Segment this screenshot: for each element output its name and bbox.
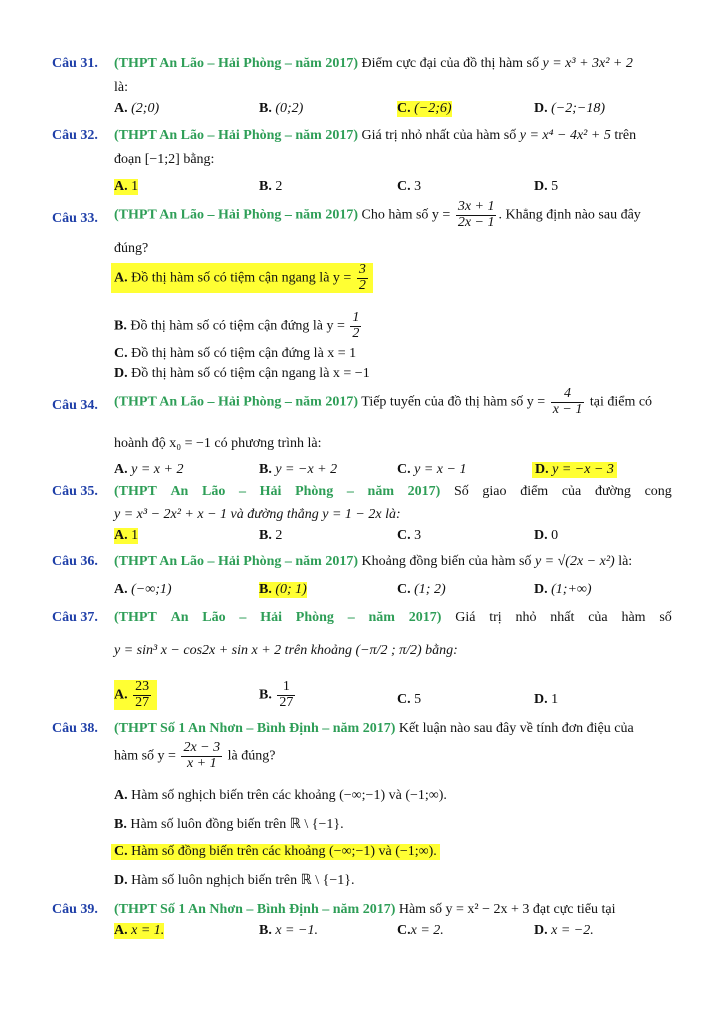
option-d[interactable]: D. 0 — [534, 528, 559, 543]
stem-tail: là: — [618, 554, 633, 569]
option-b[interactable]: B. $\frac{1}{27}$ — [259, 679, 294, 710]
question-number: Câu 35. — [52, 484, 98, 499]
option-b[interactable]: B. Đồ thị hàm số có tiệm cận đứng là y = $\frac{1}{2}$ — [114, 310, 360, 341]
option-c[interactable]: C. y = x − 1 — [397, 462, 467, 477]
question-source: (THPT Số 1 An Nhơn – Bình Định – năm 2017) — [114, 721, 396, 736]
question-number: Câu 31. — [52, 56, 98, 71]
option-a[interactable]: A. (−∞;1) — [114, 582, 172, 597]
stem-tail: . Khẳng định nào sau đây — [498, 207, 641, 223]
stem-expression: y = √(2x − x²) — [534, 554, 615, 569]
stem-continuation: y = sin³ x − cos2x + sin x + 2 trên khoảng (−π/2 ; π/2) bằng: — [114, 643, 458, 658]
question-source: (THPT Số 1 An Nhơn – Bình Định – năm 2017) — [114, 902, 396, 917]
stem-tail: tại điểm có — [589, 394, 653, 410]
stem-text: Hàm số y = x² − 2x + 3 đạt cực tiểu tại — [398, 902, 616, 917]
option-a-correct[interactable]: A. $\frac{23}{27}$ — [114, 680, 157, 710]
question-stem — [114, 721, 634, 737]
stem-fraction: $\frac{4}{x - 1}$ — [552, 386, 583, 417]
option-c[interactable]: C. Đồ thị hàm số có tiệm cận đứng là x = 1 — [114, 346, 357, 361]
question-number: Câu 37. — [52, 610, 98, 625]
stem-text: Tiếp tuyến của đồ thị hàm số y = — [361, 394, 546, 410]
question-stem — [114, 56, 633, 72]
option-c[interactable]: C. 3 — [397, 528, 422, 543]
option-b[interactable]: B. x = −1. — [259, 923, 318, 938]
option-d[interactable]: D. (1;+∞) — [534, 582, 592, 597]
option-d[interactable]: D. 1 — [534, 692, 559, 707]
question-source: (THPT An Lão – Hải Phòng – năm 2017) — [114, 128, 359, 143]
stem-continuation: hoành độ x₀ = −1 có phương trình là: — [114, 436, 322, 451]
option-c[interactable]: C. 3 — [397, 179, 422, 194]
option-c-correct[interactable]: C. (−2;6) — [397, 101, 452, 116]
option-a-correct[interactable]: A. 1 — [114, 179, 139, 194]
option-c[interactable]: C. (1; 2) — [397, 582, 446, 597]
option-b[interactable]: B. 2 — [259, 179, 283, 194]
option-a[interactable]: A. (2;0) — [114, 101, 160, 116]
question-number: Câu 39. — [52, 902, 98, 917]
stem-text: Kết luận nào sau đây về tính đơn điệu của — [398, 721, 634, 736]
question-stem — [114, 200, 641, 230]
option-d[interactable]: D. Hàm số luôn nghịch biến trên ℝ \ {−1}. — [114, 873, 355, 888]
question-stem: (THPT An Lão – Hải Phòng – năm 2017) Giá trị nhỏ nhất của hàm số — [114, 610, 672, 625]
stem-continuation: hàm số y = $\frac{2x - 3}{x + 1}$ là đúng? — [114, 740, 276, 771]
question-number: Câu 34. — [52, 398, 98, 413]
stem-expression: y = x³ + 3x² + 2 — [542, 56, 633, 71]
question-stem: (THPT An Lão – Hải Phòng – năm 2017) Số giao điểm của đường cong — [114, 484, 672, 499]
question-stem — [114, 128, 636, 144]
question-number: Câu 32. — [52, 128, 98, 143]
stem-continuation: đúng? — [114, 241, 149, 256]
stem-text: Điểm cực đại của đồ thị hàm số — [361, 56, 539, 71]
option-c[interactable]: C. 5 — [397, 692, 422, 707]
option-b[interactable]: B. (0;2) — [259, 101, 304, 116]
stem-fraction: $\frac{3x + 1}{2x - 1}$ — [457, 199, 495, 230]
option-b[interactable]: B. 2 — [259, 528, 283, 543]
question-source: (THPT An Lão – Hải Phòng – năm 2017) — [114, 207, 359, 223]
option-a-correct[interactable]: A. Đồ thị hàm số có tiệm cận ngang là y = $\frac{3}{2}$ — [111, 263, 373, 293]
stem-continuation: y = x³ − 2x² + x − 1 và đường thẳng y = 1 − 2x là: — [114, 507, 401, 522]
question-source: (THPT An Lão – Hải Phòng – năm 2017) — [114, 554, 359, 569]
option-a[interactable]: A. Hàm số nghịch biến trên các khoảng (−∞;−1) và (−1;∞). — [114, 788, 447, 803]
option-d[interactable]: D. Đồ thị hàm số có tiệm cận ngang là x = −1 — [114, 366, 370, 381]
option-d-correct[interactable]: D. y = −x − 3 — [532, 462, 617, 478]
question-number: Câu 33. — [52, 211, 98, 226]
question-source: (THPT An Lão – Hải Phòng – năm 2017) — [114, 394, 359, 410]
question-stem — [114, 554, 632, 570]
question-number: Câu 36. — [52, 554, 98, 569]
option-a-correct[interactable]: A. x = 1. — [114, 923, 165, 938]
option-b[interactable]: B. y = −x + 2 — [259, 462, 338, 477]
option-c[interactable]: C.x = 2. — [397, 923, 444, 938]
option-b[interactable]: B. Hàm số luôn đồng biến trên ℝ \ {−1}. — [114, 817, 344, 832]
stem-continuation: là: — [114, 80, 128, 95]
option-d[interactable]: D. x = −2. — [534, 923, 594, 938]
question-stem — [114, 902, 616, 918]
stem-continuation: đoạn [−1;2] bằng: — [114, 152, 215, 167]
option-a[interactable]: A. y = x + 2 — [114, 462, 184, 477]
question-number: Câu 38. — [52, 721, 98, 736]
option-d[interactable]: D. 5 — [534, 179, 559, 194]
question-stem — [114, 387, 652, 417]
stem-text: Cho hàm số y = — [361, 207, 451, 223]
option-b-correct[interactable]: B. (0; 1) — [259, 582, 307, 597]
option-a-correct[interactable]: A. 1 — [114, 528, 139, 543]
stem-tail: trên — [614, 128, 637, 143]
stem-text: Khoảng đồng biến của hàm số — [361, 554, 532, 569]
stem-expression: y = x⁴ − 4x² + 5 — [519, 128, 611, 143]
stem-text: Giá trị nhỏ nhất của hàm số — [361, 128, 517, 143]
question-source: (THPT An Lão – Hải Phòng – năm 2017) — [114, 56, 359, 71]
option-c-correct[interactable]: C. Hàm số đồng biến trên các khoảng (−∞;−1) và (−1;∞). — [111, 844, 440, 860]
option-d[interactable]: D. (−2;−18) — [534, 101, 606, 116]
